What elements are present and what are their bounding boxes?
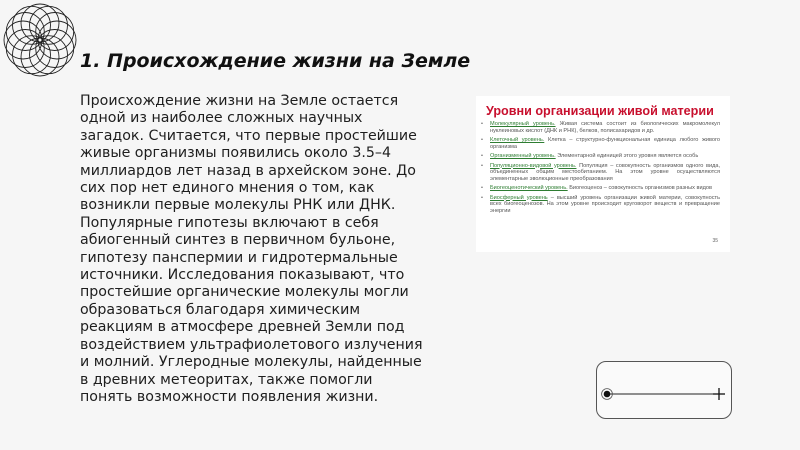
level-description: Клетка – структурно-функциональная единица любого живого организма: [490, 137, 721, 150]
inset-page-number: 35: [712, 238, 718, 244]
levels-list-item: [480, 121, 720, 134]
bullet-icon: •: [481, 185, 483, 191]
timeline-graphic: [597, 362, 731, 418]
rosette-logo-icon: [2, 2, 78, 78]
level-description: Популяция – совокупность организмов одного вида, объединенных общим местообитанием. На этом уровне осуществляются элементарные эволюционные преобразования: [490, 162, 721, 182]
levels-list-item: [480, 153, 720, 160]
slide-title: 1. Происхождение жизни на Земле: [80, 50, 471, 72]
bullet-icon: •: [481, 194, 483, 201]
level-term: Организменный уровень.: [490, 153, 556, 159]
bullet-icon: •: [481, 137, 483, 143]
level-description: Биогеоценоз – совокупность организмов разных видов: [567, 185, 712, 191]
level-description: Элементарной единицей этого уровня является особь: [555, 153, 699, 159]
timeline-box: [596, 361, 732, 419]
levels-list-item: [480, 185, 720, 192]
levels-list-item: [480, 137, 720, 150]
cross-marker-icon: [713, 388, 725, 400]
level-term: Биогеоценотический уровень.: [490, 185, 568, 191]
levels-list-item: [480, 195, 720, 215]
levels-of-life-image: [476, 96, 730, 252]
bullet-icon: •: [481, 153, 483, 159]
levels-title: Уровни организации живой материи: [486, 104, 714, 118]
dot-marker-icon: [604, 391, 611, 398]
level-description: – высший уровень организации живой материи, совокупность всех биогеоценозов. На этом уровне происходит круговорот веществ и превращение энергии: [490, 194, 720, 214]
level-term: Биосферный уровень: [490, 194, 548, 201]
slide-body-text: Происхождение жизни на Земле остается одной из наиболее сложных научных загадок. Считается, что первые простейшие живые организмы появились около 3.5–4 миллиардов лет назад в архейском эоне. До сих пор нет единого мнения о том, как возникли первые молекулы РНК или ДНК. Популярные гипотезы включают в себя абиогенный синтез в первичном бульоне, гипотезу панспермии и гидротермальные источники. Исследования показывают, что простейшие органические молекулы могли образоваться благодаря химическим реакциям в атмосфере древней Земли под воздействием ультрафиолетового излучения и молний. Углеродные молекулы, найденные в древних метеоритах, также помогли понять возможности появления жизни.: [80, 93, 423, 405]
bullet-icon: •: [481, 162, 483, 169]
level-description: Живая система состоит из биологических макромолекул нуклеиновых кислот (ДНК и РНК), белков, полисахаридов и др.: [490, 121, 720, 134]
level-term: Популяционно-видовой уровень.: [490, 162, 577, 169]
level-term: Клеточный уровень.: [490, 137, 545, 143]
levels-list: [480, 121, 720, 217]
bullet-icon: •: [481, 121, 483, 127]
levels-list-item: [480, 163, 720, 183]
level-term: Молекулярный уровень.: [490, 121, 556, 127]
